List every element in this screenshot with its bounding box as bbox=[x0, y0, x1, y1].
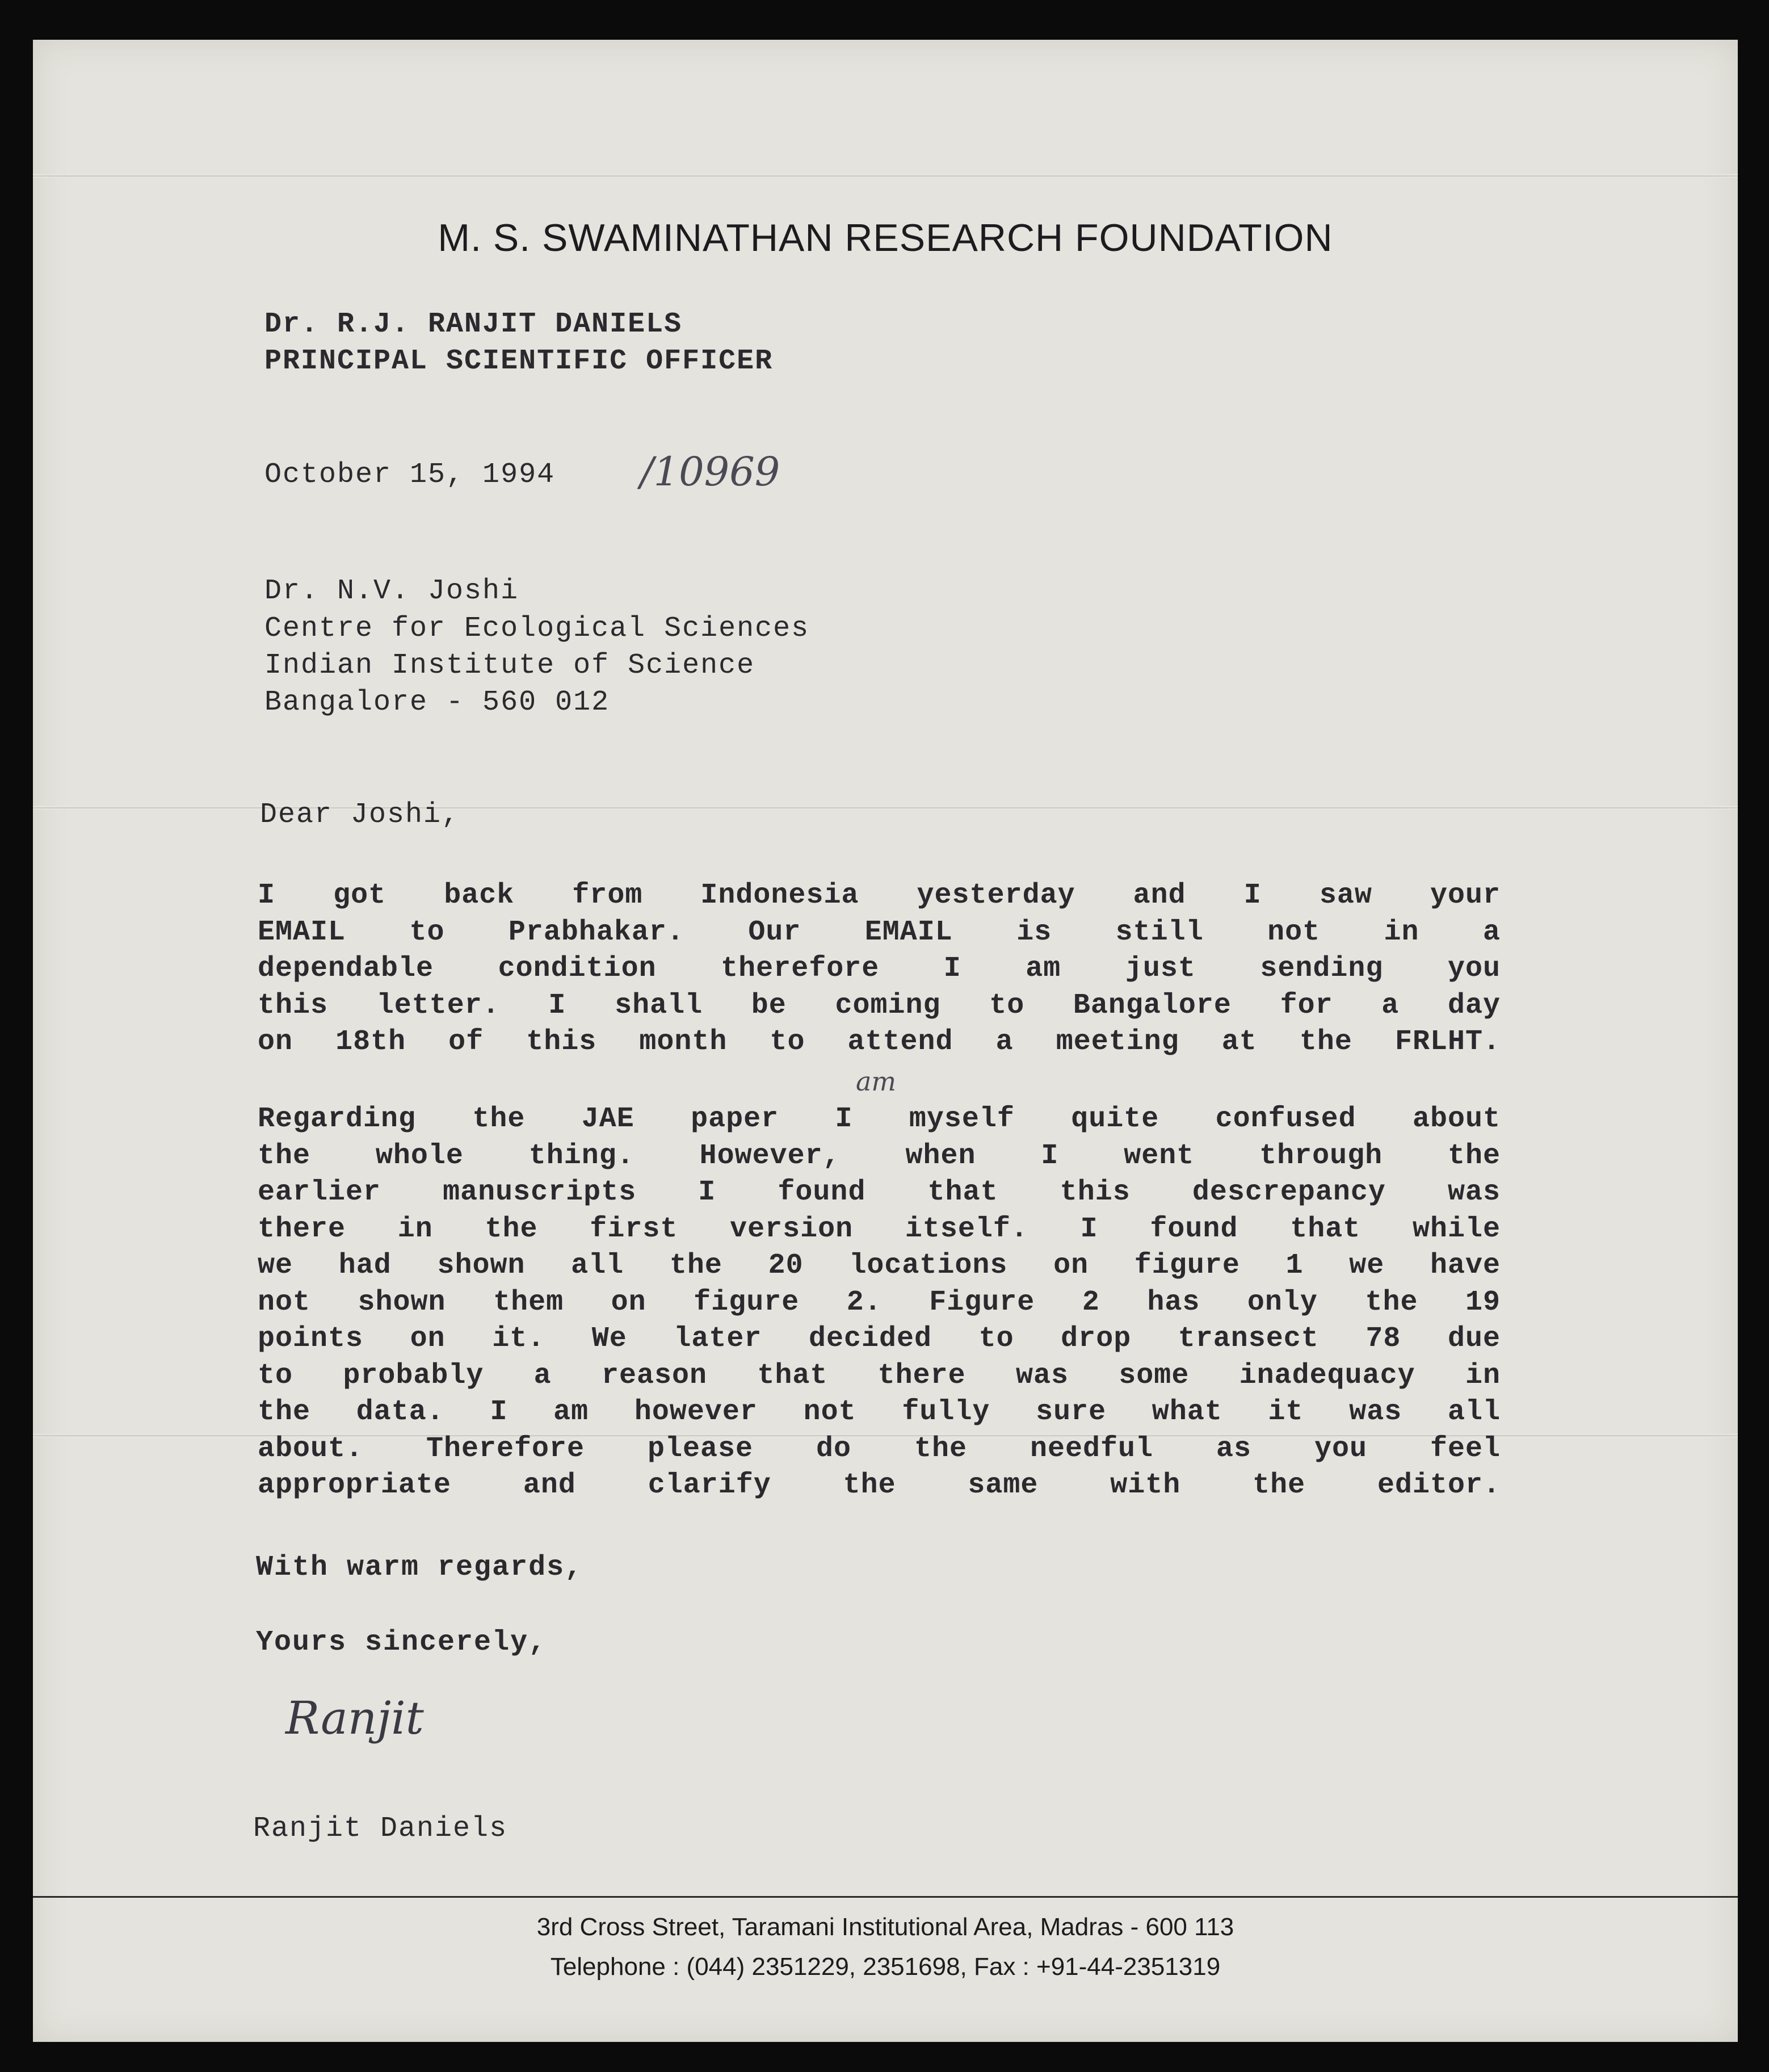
closing-regards: With warm regards, bbox=[256, 1551, 583, 1584]
salutation: Dear Joshi, bbox=[260, 799, 460, 831]
letter-date: October 15, 1994 bbox=[264, 459, 556, 491]
body-line: about. Therefore please do the needful as you feel bbox=[258, 1433, 1501, 1465]
body-line: I got back from Indonesia yesterday and I saw your bbox=[258, 879, 1501, 912]
body-line: there in the first version itself. I found that while bbox=[258, 1213, 1501, 1245]
sender-title: PRINCIPAL SCIENTIFIC OFFICER bbox=[264, 345, 774, 378]
body-line: earlier manuscripts I found that this descrepancy was bbox=[258, 1176, 1501, 1209]
body-line: not shown them on figure 2. Figure 2 has only the 19 bbox=[258, 1286, 1501, 1319]
body-line: dependable condition therefore I am just sending you bbox=[258, 953, 1501, 985]
sender-name: Dr. R.J. RANJIT DANIELS bbox=[264, 308, 683, 341]
footer-divider bbox=[33, 1896, 1738, 1898]
recipient-line: Dr. N.V. Joshi bbox=[264, 575, 519, 607]
body-line: points on it. We later decided to drop transect 78 due bbox=[258, 1323, 1501, 1355]
body-line: we had shown all the 20 locations on figure 1 we have bbox=[258, 1249, 1501, 1282]
body-line: appropriate and clarify the same with the editor. bbox=[258, 1469, 1501, 1501]
body-line: to probably a reason that there was some inadequacy in bbox=[258, 1360, 1501, 1392]
body-line: on 18th of this month to attend a meeting at the FRLHT. bbox=[258, 1026, 1501, 1058]
handwritten-insert: am bbox=[856, 1066, 897, 1097]
fold-line bbox=[33, 174, 1738, 178]
signed-name: Ranjit Daniels bbox=[253, 1813, 508, 1845]
footer-address: 3rd Cross Street, Taramani Institutional Area, Madras - 600 113 bbox=[536, 1913, 1234, 1941]
body-line: the whole thing. However, when I went through the bbox=[258, 1140, 1501, 1172]
handwritten-reference: /10969 bbox=[640, 448, 780, 495]
closing-sincerely: Yours sincerely, bbox=[256, 1626, 547, 1659]
recipient-line: Centre for Ecological Sciences bbox=[264, 613, 810, 645]
letter-page bbox=[33, 40, 1738, 2042]
letterhead-title: M. S. SWAMINATHAN RESEARCH FOUNDATION bbox=[438, 216, 1333, 259]
recipient-line: Indian Institute of Science bbox=[264, 649, 755, 682]
footer-contact: Telephone : (044) 2351229, 2351698, Fax : +91-44-2351319 bbox=[550, 1953, 1221, 1981]
body-line: Regarding the JAE paper I myself quite confused about bbox=[258, 1103, 1501, 1135]
body-line: this letter. I shall be coming to Bangalore for a day bbox=[258, 989, 1501, 1022]
signature: Ranjit bbox=[285, 1692, 424, 1744]
body-line: EMAIL to Prabhakar. Our EMAIL is still not in a bbox=[258, 916, 1501, 949]
body-line: the data. I am however not fully sure what it was all bbox=[258, 1396, 1501, 1428]
recipient-line: Bangalore - 560 012 bbox=[264, 686, 610, 719]
